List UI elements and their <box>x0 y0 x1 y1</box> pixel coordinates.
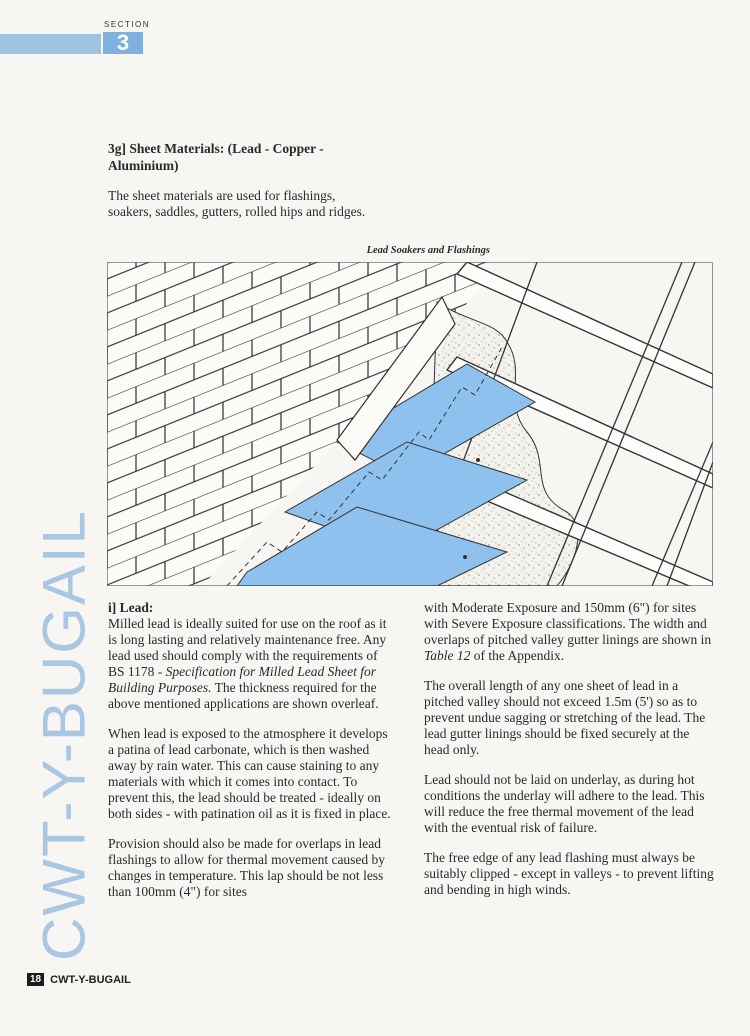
section-label: SECTION <box>104 20 151 29</box>
lead-paragraph-6: Lead should not be laid on underlay, as during hot conditions the underlay will adhere to the lead. This will reduce the free thermal movement of the lead with the eventual risk of failure. <box>424 772 705 835</box>
section-heading: 3g] Sheet Materials: (Lead - Copper - Aluminium) <box>108 141 324 173</box>
figure-caption: Lead Soakers and Flashings <box>366 245 490 256</box>
lead-flashing-illustration <box>107 262 713 586</box>
lead-paragraph-5: The overall length of any one sheet of lead in a pitched valley should not exceed 1.5m (5') so as to prevent undue sagging or stretching of the lead. The lead gutter linings should be fixed securely at the head only. <box>424 678 706 757</box>
intro-paragraph: The sheet materials are used for flashings, soakers, saddles, gutters, rolled hips and ridges. <box>108 188 366 219</box>
footer-brand: CWT-Y-BUGAIL <box>50 973 131 986</box>
page-number: 18 <box>27 973 44 986</box>
lead-paragraph-3: Provision should also be made for overlaps in lead flashings to allow for thermal movement caused by changes in temperature. This lap should be not less than 100mm (4") for sites <box>108 836 386 899</box>
text-run: with Moderate Exposure and 150mm (6") for sites with Severe Exposure classifications. The width and overlaps of pitched valley gutter linings are shown in <box>424 600 712 647</box>
lead-paragraph-1 <box>108 616 394 712</box>
specification-title: Specification for Milled Lead Sheet for Building Purposes. <box>108 664 376 695</box>
sidebar-brand-text: CWT-Y-BUGAIL <box>30 509 98 961</box>
section-number: 3 <box>103 32 143 54</box>
table-reference: Table 12 <box>424 648 471 663</box>
left-column <box>108 600 394 914</box>
lead-paragraph-7: The free edge of any lead flashing must always be suitably clipped - except in valleys - to prevent lifting and bending in high winds. <box>424 850 714 897</box>
page-footer <box>27 973 131 986</box>
section-bar <box>0 34 101 54</box>
text-run: Milled lead is ideally suited for use on the roof as it is long lasting and relatively maintenance free. Any lead used should comply with the requirements of BS 1178 - <box>108 616 387 679</box>
text-run: of the Appendix. <box>470 648 565 663</box>
text-run: The thickness required for the above mentioned applications are shown overleaf. <box>108 680 379 711</box>
lead-paragraph-4 <box>424 600 714 664</box>
lead-subheading: i] Lead: <box>108 600 154 615</box>
right-column <box>424 600 714 912</box>
lead-paragraph-2: When lead is exposed to the atmosphere it develops a patina of lead carbonate, which is then washed away by rain water. This can cause staining to any materials with which it comes into contact. To prevent this, the lead should be treated - ideally on both sides - with patination oil as it is fixed in place. <box>108 726 391 821</box>
